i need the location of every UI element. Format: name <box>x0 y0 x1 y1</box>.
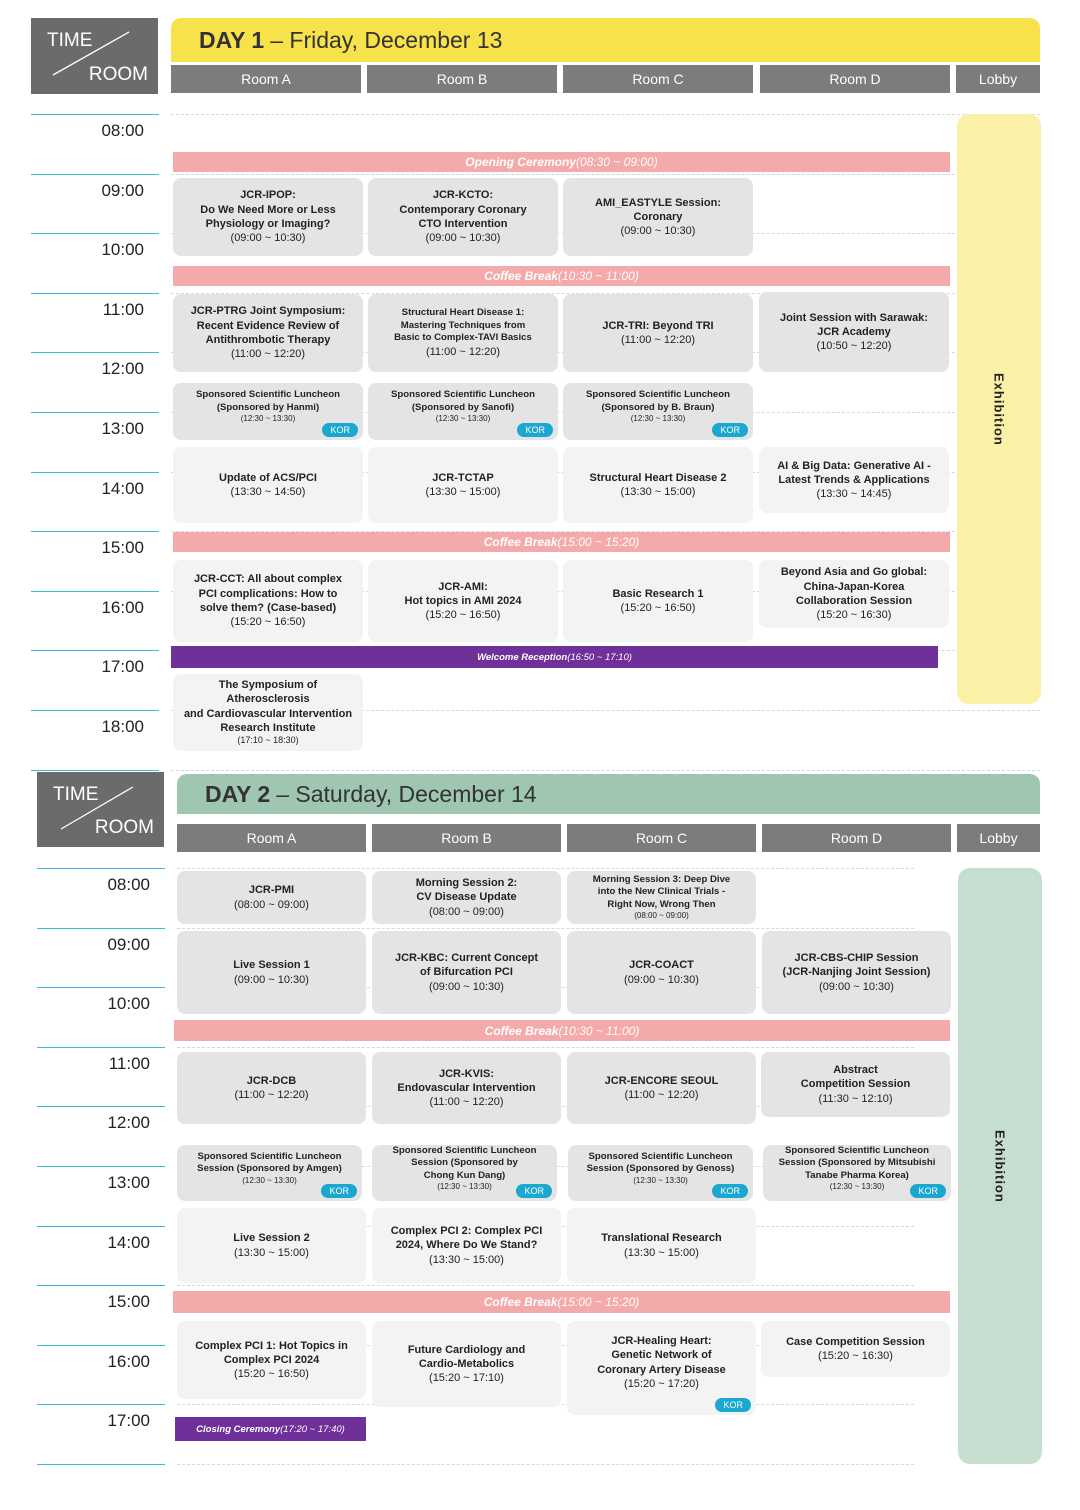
day1-coffee-break-2-bar <box>173 532 950 552</box>
day2-lobby-header: Lobby <box>957 824 1040 852</box>
session-time: (15:20 ~ 16:50) <box>234 1368 309 1381</box>
time-separator-line <box>31 352 159 353</box>
bar-label: Coffee Break <box>484 269 558 283</box>
bar-time: (17:20 ~ 17:40) <box>280 1423 345 1435</box>
time-label: 15:00 <box>101 538 144 558</box>
day1-session-c4[interactable] <box>563 447 753 523</box>
day1-session-a5[interactable] <box>173 560 363 642</box>
session-time: (11:00 ~ 12:20) <box>624 1089 699 1101</box>
session-title: The Symposium of Atherosclerosis and Cardiovascular Intervention Research Institute <box>183 679 353 734</box>
time-separator-line <box>37 1464 165 1465</box>
day1-room-a-header: Room A <box>171 65 361 93</box>
day1-room-d-header: Room D <box>760 65 950 93</box>
day2-session-b6[interactable] <box>372 1321 561 1407</box>
day2-session-b5[interactable] <box>372 1208 561 1283</box>
session-time: (11:30 ~ 12:10) <box>818 1092 893 1105</box>
time-separator-line <box>31 650 159 651</box>
day2-session-a6[interactable] <box>177 1321 366 1399</box>
day2-session-a2[interactable] <box>177 931 366 1014</box>
session-title: JCR-CBS-CHIP Session (JCR-Nanjing Joint Session) <box>782 952 931 979</box>
bar-time: (16:50 ~ 17:10) <box>567 651 632 663</box>
corner-room-label: ROOM <box>94 817 154 838</box>
time-separator-line <box>31 472 159 473</box>
time-guide-line <box>171 174 1040 175</box>
bar-label: Coffee Break <box>483 535 558 549</box>
session-time: (15:20 ~ 16:50) <box>230 616 306 629</box>
session-time: (15:20 ~ 16:30) <box>818 1350 893 1362</box>
time-label: 16:00 <box>101 597 144 617</box>
day2-session-d4[interactable] <box>763 1145 951 1201</box>
session-title: Sponsored Scientific Luncheon Session (Sponsored by Chong Kun Dang) <box>392 1144 537 1181</box>
session-title: JCR-Healing Heart: Genetic Network of Coronary Artery Disease <box>597 1334 726 1376</box>
session-time: (13:30 ~ 15:00) <box>425 486 501 498</box>
time-label: 08:00 <box>101 121 144 140</box>
day2-closing-ceremony-bar <box>175 1417 366 1441</box>
time-guide-line <box>177 868 914 869</box>
session-time: (09:00 ~ 10:30) <box>234 973 309 986</box>
session-title: Structural Heart Disease 2 <box>589 471 727 484</box>
day1-session-d4[interactable] <box>759 447 949 513</box>
session-title: Abstract Competition Session <box>800 1064 911 1091</box>
session-time: (13:30 ~ 15:00) <box>429 1253 504 1266</box>
day1-session-b1[interactable] <box>368 178 558 256</box>
day1-session-b2[interactable] <box>368 294 558 372</box>
kor-badge: KOR <box>910 1184 946 1198</box>
day2-session-c4[interactable] <box>568 1145 753 1201</box>
bar-time: (15:00 ~ 15:20) <box>557 1295 640 1309</box>
time-separator-line <box>31 174 159 175</box>
time-separator-line <box>31 412 159 413</box>
time-label: 11:00 <box>108 1053 150 1073</box>
day2-session-b4[interactable] <box>372 1145 557 1201</box>
session-title: AMI_EASTYLE Session: Coronary <box>595 196 721 223</box>
day2-room-a-header: Room A <box>177 824 366 852</box>
time-label: 17:00 <box>107 1411 150 1431</box>
session-time: (12:30 ~ 13:30) <box>240 414 296 424</box>
session-time: (09:00 ~ 10:30) <box>425 232 501 245</box>
kor-badge: KOR <box>712 423 748 437</box>
session-title: Complex PCI 1: Hot Topics in Complex PCI 2024 <box>195 1339 348 1366</box>
session-title: JCR-CCT: All about complex PCI complications: How to solve them? (Case-based) <box>193 573 343 614</box>
session-title: Live Session 2 <box>233 1232 310 1245</box>
day2-session-c5[interactable] <box>567 1208 756 1283</box>
day1-header <box>171 18 1040 62</box>
bar-time: (15:00 ~ 15:20) <box>557 535 640 549</box>
day1-room-b-header: Room B <box>367 65 557 93</box>
session-title: JCR-DCB <box>246 1074 297 1087</box>
session-title: Live Session 1 <box>233 959 310 972</box>
session-time: (11:00 ~ 12:20) <box>230 348 306 361</box>
session-title: JCR-KBC: Current Concept of Bifurcation PCI <box>395 952 538 979</box>
time-separator-line <box>31 114 159 115</box>
day2-time-room-corner <box>37 772 164 847</box>
time-separator-line <box>31 710 159 711</box>
time-separator-line <box>31 293 159 294</box>
day2-coffee-break-1-bar <box>174 1020 950 1041</box>
time-guide-line <box>171 770 1040 771</box>
day2-session-b3[interactable] <box>372 1052 561 1124</box>
day1-session-b5[interactable] <box>368 560 558 642</box>
day2-session-b1[interactable] <box>372 871 561 924</box>
session-title: Morning Session 2: CV Disease Update <box>415 877 518 904</box>
session-time: (12:30 ~ 13:30) <box>829 1182 885 1192</box>
time-label: 16:00 <box>107 1351 150 1371</box>
session-title: Sponsored Scientific Luncheon Session (Sponsored by Amgen) <box>197 1150 342 1175</box>
time-label: 13:00 <box>107 1173 150 1192</box>
session-time: (12:30 ~ 13:30) <box>242 1175 297 1185</box>
time-guide-line <box>177 928 914 929</box>
session-title: Sponsored Scientific Luncheon (Sponsored by B. Braun) <box>586 389 730 413</box>
time-label: 10:00 <box>107 994 150 1014</box>
time-separator-line <box>37 1047 165 1048</box>
day1-time-room-corner <box>31 18 158 94</box>
day1-opening-ceremony-bar <box>173 152 950 172</box>
session-title: JCR-KCTO: Contemporary Coronary CTO Intervention <box>399 189 527 230</box>
time-label: 15:00 <box>107 1292 150 1312</box>
bar-time: (08:30 ~ 09:00) <box>575 155 658 169</box>
day2-coffee-break-2-bar <box>173 1291 950 1313</box>
time-label: 08:00 <box>107 875 150 894</box>
day1-room-c-header: Room C <box>563 65 753 93</box>
bar-label: Coffee Break <box>483 1295 558 1309</box>
session-title: Complex PCI 2: Complex PCI 2024, Where Do We Stand? <box>390 1225 543 1252</box>
day2-room-c-header: Room C <box>567 824 756 852</box>
day2-room-b-header: Room B <box>372 824 561 852</box>
day1-lobby-header: Lobby <box>956 65 1040 93</box>
time-guide-line <box>177 1285 914 1286</box>
time-label: 14:00 <box>101 478 144 498</box>
bar-time: (10:30 ~ 11:00) <box>557 269 639 283</box>
session-time: (12:30 ~ 13:30) <box>435 414 491 424</box>
session-title: Future Cardiology and Cardio-Metabolics <box>407 1343 526 1370</box>
session-title: Update of ACS/PCI <box>219 471 317 484</box>
day1-session-a3[interactable] <box>173 383 363 440</box>
session-time: (09:00 ~ 10:30) <box>230 232 306 245</box>
time-separator-line <box>37 1226 165 1227</box>
session-time: (11:00 ~ 12:20) <box>620 334 696 346</box>
session-time: (12:30 ~ 13:30) <box>630 414 686 424</box>
day2-session-a3[interactable] <box>177 1052 366 1124</box>
session-time: (10:50 ~ 12:20) <box>816 340 892 353</box>
time-label: 12:00 <box>101 359 144 379</box>
bar-label: Opening Ceremony <box>465 155 576 169</box>
time-label: 13:00 <box>101 419 144 438</box>
session-title: Sponsored Scientific Luncheon (Sponsored by Sanofi) <box>391 389 535 413</box>
time-label: 17:00 <box>101 657 144 677</box>
session-title: AI & Big Data: Generative AI - Latest Trends & Applications <box>777 459 931 486</box>
kor-badge: KOR <box>516 1184 552 1198</box>
day2-session-c3[interactable] <box>567 1052 756 1124</box>
session-time: (09:00 ~ 10:30) <box>620 225 696 238</box>
time-guide-line <box>177 1047 914 1048</box>
day1-session-b3[interactable] <box>368 383 558 440</box>
bar-label: Closing Ceremony <box>196 1423 281 1435</box>
day1-session-a6[interactable] <box>173 674 363 751</box>
session-time: (09:00 ~ 10:30) <box>624 973 699 986</box>
day1-exhibition-label: Exhibition <box>991 372 1007 446</box>
corner-time-label: TIME <box>53 784 99 805</box>
day2-session-a5[interactable] <box>177 1208 366 1283</box>
bar-time: (10:30 ~ 11:00) <box>558 1023 640 1038</box>
session-time: (12:30 ~ 13:30) <box>437 1182 492 1192</box>
bar-label: Welcome Reception <box>477 651 568 663</box>
session-time: (09:00 ~ 10:30) <box>429 980 504 993</box>
session-time: (08:00 ~ 09:00) <box>429 905 504 918</box>
session-time: (13:30 ~ 15:00) <box>620 486 696 498</box>
bar-label: Coffee Break <box>484 1023 559 1038</box>
time-guide-line <box>171 114 1040 115</box>
time-label: 09:00 <box>107 934 150 954</box>
session-time: (15:20 ~ 17:20) <box>624 1377 699 1390</box>
session-title: Structural Heart Disease 1: Mastering Techniques from Basic to Complex-TAVI Basics <box>394 307 532 344</box>
day2-exhibition <box>958 868 1042 1464</box>
day2-session-b2[interactable] <box>372 931 561 1014</box>
time-separator-line <box>37 928 165 929</box>
session-title: JCR-COACT <box>629 959 694 972</box>
day2-session-d3[interactable] <box>761 1052 950 1117</box>
session-title: JCR-ENCORE SEOUL <box>604 1074 719 1087</box>
session-time: (17:10 ~ 18:30) <box>237 735 299 746</box>
time-separator-line <box>37 1345 165 1346</box>
session-title: JCR-KVIS: Endovascular Intervention <box>397 1067 536 1094</box>
session-time: (11:00 ~ 12:20) <box>429 1096 504 1109</box>
time-separator-line <box>31 531 159 532</box>
time-label: 10:00 <box>101 240 144 260</box>
time-separator-line <box>37 1404 165 1405</box>
session-time: (13:30 ~ 15:00) <box>624 1246 699 1259</box>
session-title: JCR-AMI: Hot topics in AMI 2024 <box>404 580 522 607</box>
session-title: Beyond Asia and Go global: China-Japan-Korea Collaboration Session <box>780 566 928 607</box>
day2-room-d-header: Room D <box>762 824 951 852</box>
session-title: Morning Session 3: Deep Dive into the New Clinical Trials - Right Now, Wrong Then <box>592 873 731 910</box>
day1-welcome-reception-bar <box>171 646 938 668</box>
day1-label: DAY 1 <box>199 26 265 53</box>
day2-date: – Saturday, December 14 <box>276 780 537 807</box>
time-separator-line <box>37 987 165 988</box>
kor-badge: KOR <box>715 1398 751 1412</box>
day1-session-c2[interactable] <box>563 294 753 372</box>
day2-session-a1[interactable] <box>177 871 366 924</box>
day1-session-c1[interactable] <box>563 178 753 256</box>
day1-date: – Friday, December 13 <box>270 26 503 53</box>
time-label: 12:00 <box>107 1113 150 1133</box>
day1-session-c5[interactable] <box>563 560 753 642</box>
day1-session-b4[interactable] <box>368 447 558 523</box>
day1-session-d5[interactable] <box>759 560 949 628</box>
session-title: Case Competition Session <box>786 1335 925 1348</box>
session-title: JCR-PMI <box>248 884 295 897</box>
session-title: Sponsored Scientific Luncheon Session (Sponsored by Mitsubishi Tanabe Pharma Korea) <box>778 1144 936 1181</box>
time-label: 11:00 <box>102 299 144 319</box>
session-time: (13:30 ~ 14:45) <box>816 488 892 501</box>
session-time: (15:20 ~ 16:30) <box>816 609 892 622</box>
session-title: Joint Session with Sarawak: JCR Academy <box>780 311 928 338</box>
corner-room-label: ROOM <box>88 64 148 85</box>
day2-exhibition-label: Exhibition <box>992 1129 1008 1203</box>
session-title: Translational Research <box>601 1232 722 1245</box>
session-title: JCR-TRI: Beyond TRI <box>602 319 714 332</box>
corner-time-label: TIME <box>47 30 93 51</box>
time-separator-line <box>37 1106 165 1107</box>
session-title: JCR-PTRG Joint Symposium: Recent Evidence Review of Antithrombotic Therapy <box>190 305 346 346</box>
session-time: (15:20 ~ 17:10) <box>429 1372 504 1385</box>
kor-badge: KOR <box>322 423 358 437</box>
kor-badge: KOR <box>517 423 553 437</box>
day2-session-d2[interactable] <box>762 931 951 1014</box>
session-title: JCR-TCTAP <box>432 471 494 484</box>
day2-header <box>177 774 1040 814</box>
day2-session-d6[interactable] <box>761 1321 950 1377</box>
session-title: Sponsored Scientific Luncheon Session (Sponsored by Genoss) <box>586 1150 735 1175</box>
day1-session-a2[interactable] <box>173 294 363 372</box>
kor-badge: KOR <box>321 1184 357 1198</box>
day2-label: DAY 2 <box>205 780 271 807</box>
day1-session-a1[interactable] <box>173 178 363 256</box>
time-label: 14:00 <box>107 1232 150 1252</box>
time-separator-line <box>37 1285 165 1286</box>
session-title: Basic Research 1 <box>612 587 704 600</box>
session-title: JCR-IPOP: Do We Need More or Less Physiology or Imaging? <box>200 189 336 230</box>
day2-session-a4[interactable] <box>177 1145 362 1201</box>
time-label: 09:00 <box>101 180 144 200</box>
time-separator-line <box>31 233 159 234</box>
session-time: (12:30 ~ 13:30) <box>633 1175 688 1185</box>
session-time: (15:20 ~ 16:50) <box>425 609 501 622</box>
kor-badge: KOR <box>712 1184 748 1198</box>
time-guide-line <box>177 1464 914 1465</box>
time-separator-line <box>31 770 159 771</box>
session-time: (15:20 ~ 16:50) <box>620 602 696 614</box>
session-title: Sponsored Scientific Luncheon (Sponsored by Hanmi) <box>196 389 340 413</box>
session-time: (11:00 ~ 12:20) <box>234 1089 309 1101</box>
session-time: (08:00 ~ 09:00) <box>234 898 309 911</box>
time-label: 18:00 <box>101 717 144 736</box>
day2-session-c2[interactable] <box>567 931 756 1014</box>
day2-session-c6[interactable] <box>567 1321 756 1415</box>
day2-session-c1[interactable] <box>567 871 756 924</box>
day1-coffee-break-1-bar <box>173 266 950 286</box>
day1-session-a4[interactable] <box>173 447 363 523</box>
session-time: (08:00 ~ 09:00) <box>634 911 689 921</box>
session-time: (09:00 ~ 10:30) <box>819 980 894 993</box>
time-separator-line <box>37 868 165 869</box>
session-time: (13:30 ~ 14:50) <box>230 486 306 498</box>
day1-session-d2[interactable] <box>759 292 949 372</box>
session-time: (13:30 ~ 15:00) <box>234 1246 309 1259</box>
time-separator-line <box>37 1166 165 1167</box>
time-separator-line <box>31 591 159 592</box>
session-time: (11:00 ~ 12:20) <box>425 345 501 358</box>
day1-session-c3[interactable] <box>563 383 753 440</box>
day1-exhibition <box>957 114 1041 704</box>
